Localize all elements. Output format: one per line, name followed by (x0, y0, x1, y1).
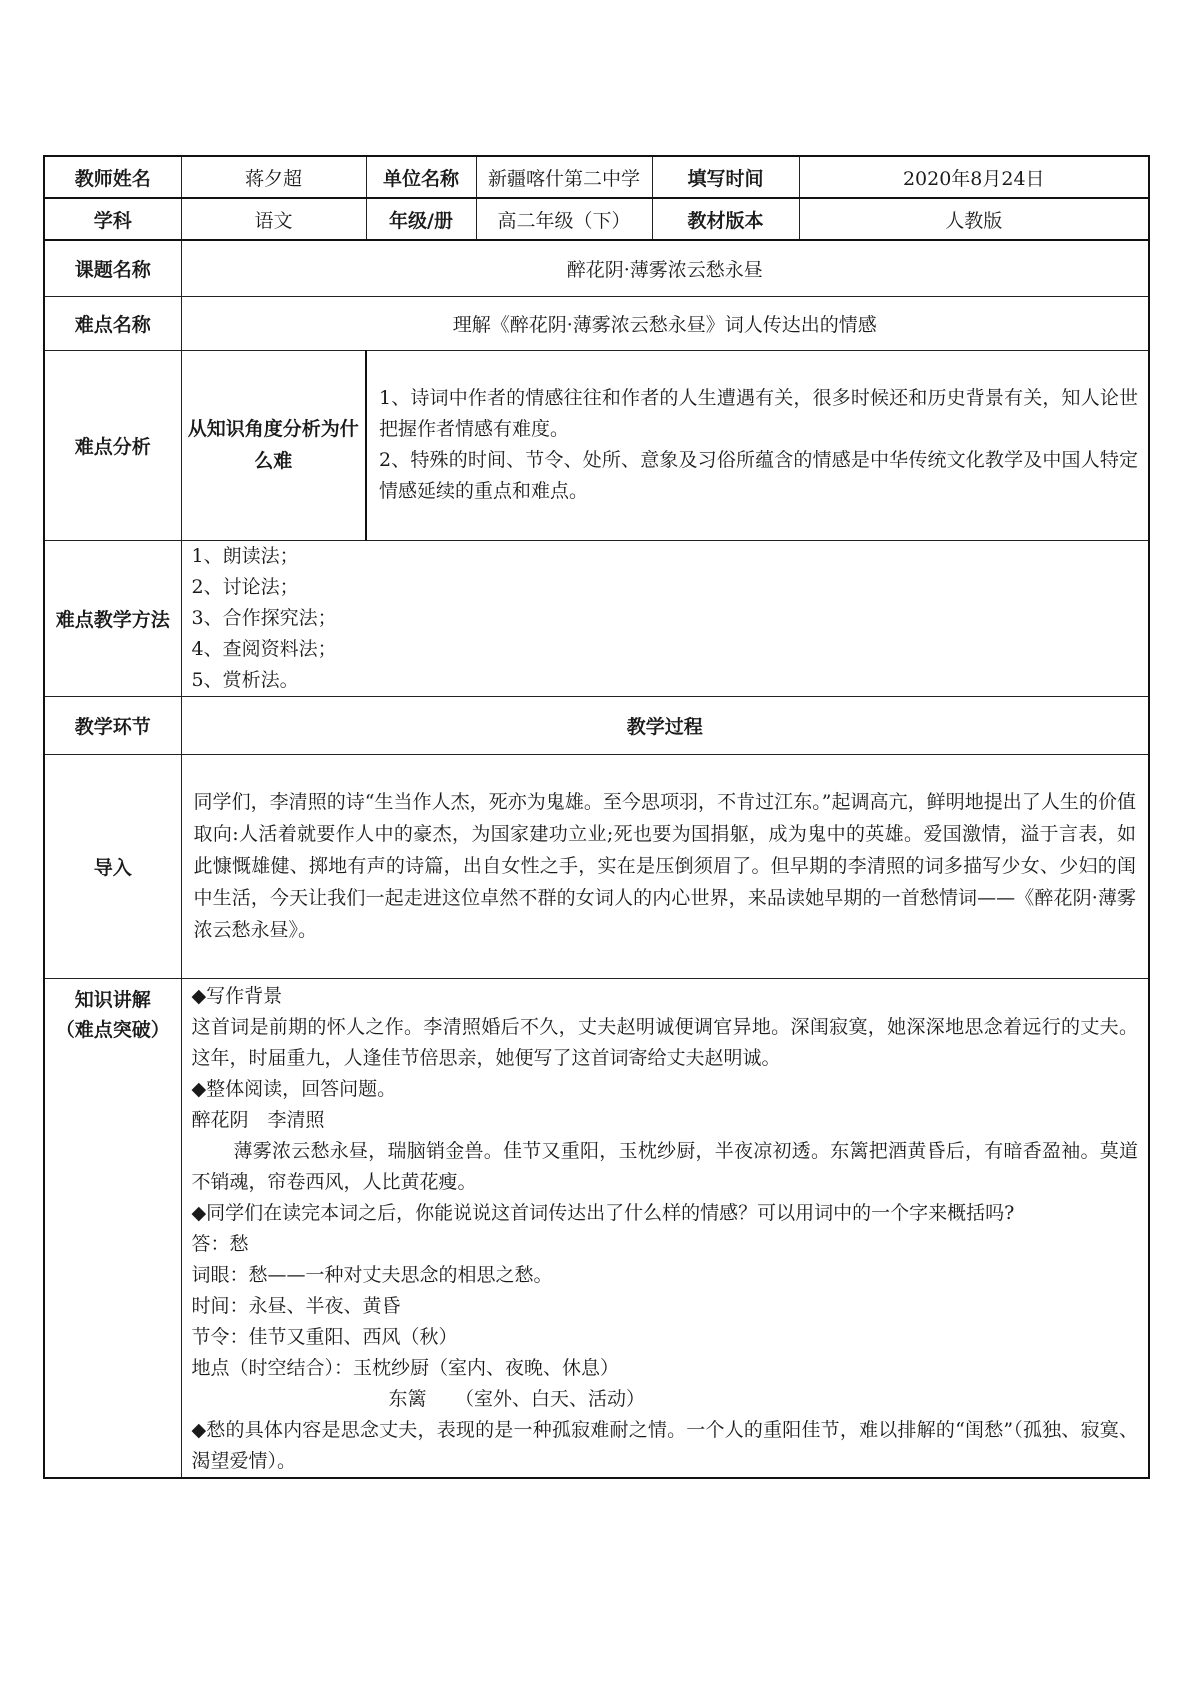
method-item: 5、赏析法。 (191, 668, 299, 691)
unit-name-value: 新疆喀什第二中学 (476, 156, 652, 198)
teacher-name-label: 教师姓名 (44, 156, 181, 198)
poem-text: 薄雾浓云愁永昼，瑞脑销金兽。佳节又重阳，玉枕纱厨，半夜凉初透。东篱把酒黄昏后，有暗香盈袖。莫道不销魂，帘卷西风，人比黄花瘦。 (191, 1139, 1138, 1193)
grade-value: 高二年级（下） (476, 198, 652, 240)
subject-label: 学科 (44, 198, 181, 240)
conclusion-text: ◆愁的具体内容是思念丈夫，表现的是一种孤寂难耐之情。一个人的重阳佳节，难以排解的“闺愁”（孤独、寂寞、渴望爱情）。 (191, 1418, 1138, 1472)
unit-name-label: 单位名称 (366, 156, 476, 198)
edition-value: 人教版 (799, 198, 1149, 240)
methods-label: 难点教学方法 (44, 540, 181, 696)
intro-content (181, 754, 1149, 978)
topic-value: 醉花阴·薄雾浓云愁永昼 (181, 240, 1149, 296)
subject-value: 语文 (181, 198, 366, 240)
season-text: 节令：佳节又重阳、西风（秋） (191, 1325, 458, 1348)
difficulty-value: 理解《醉花阴·薄雾浓云愁永昼》词人传达出的情感 (181, 296, 1149, 350)
knowledge-label (44, 978, 181, 1478)
question-text: ◆同学们在读完本词之后，你能说说这首词传达出了什么样的情感？可以用词中的一个字来概括吗? (191, 1201, 1015, 1224)
method-item: 2、讨论法； (191, 575, 299, 598)
poem-title: 醉花阴 李清照 (191, 1108, 325, 1131)
analysis-sub-label: 从知识角度分析为什么难 (181, 350, 366, 540)
difficulty-label: 难点名称 (44, 296, 181, 350)
reading-title: ◆整体阅读，回答问题。 (191, 1077, 397, 1100)
process-title: 教学过程 (181, 696, 1149, 754)
background-title: ◆写作背景 (191, 984, 283, 1007)
analysis-point-2: 2、特殊的时间、节令、处所、意象及习俗所蕴含的情感是中华传统文化教学及中国人特定情感延续的重点和难点。 (379, 449, 1138, 502)
analysis-point-1: 1、诗词中作者的情感往往和作者的人生遭遇有关，很多时候还和历史背景有关，知人论世把握作者情感有难度。 (379, 387, 1138, 440)
knowledge-content (181, 978, 1149, 1478)
word-eye-text: 词眼：愁——一种对丈夫思念的相思之愁。 (191, 1263, 553, 1286)
method-item: 3、合作探究法； (191, 606, 337, 629)
lesson-plan-sheet (43, 155, 1148, 1479)
analysis-content (366, 350, 1149, 540)
place-text-2: 东篱 （室外、白天、活动） (388, 1387, 646, 1410)
answer-text: 答：愁 (191, 1232, 249, 1255)
method-item: 4、查阅资料法； (191, 637, 337, 660)
knowledge-label-line1: 知识讲解 (74, 988, 151, 1011)
knowledge-label-line2: （难点突破） (55, 1018, 170, 1041)
analysis-label: 难点分析 (44, 350, 181, 540)
method-item: 1、朗读法； (191, 544, 299, 567)
fill-date-value: 2020年8月24日 (799, 156, 1149, 198)
fill-date-label: 填写时间 (652, 156, 799, 198)
background-text: 这首词是前期的怀人之作。李清照婚后不久，丈夫赵明诚便调官异地。深闺寂寞，她深深地思念着远行的丈夫。这年，时届重九，人逢佳节倍思亲，她便写了这首词寄给丈夫赵明诚。 (191, 1015, 1138, 1069)
grade-label: 年级/册 (366, 198, 476, 240)
teacher-name-value: 蒋夕超 (181, 156, 366, 198)
edition-label: 教材版本 (652, 198, 799, 240)
place-text-1: 地点（时空结合）：玉枕纱厨（室内、夜晚、休息） (191, 1356, 620, 1379)
methods-content (181, 540, 1149, 696)
topic-label: 课题名称 (44, 240, 181, 296)
time-text: 时间：永昼、半夜、黄昏 (191, 1294, 401, 1317)
lesson-plan-table (43, 155, 1150, 1479)
intro-label: 导入 (44, 754, 181, 978)
intro-text: 同学们，李清照的诗“生当作人杰，死亦为鬼雄。至今思项羽，不肯过江东。”起调高亢，鲜明地提出了人生的价值取向:人活着就要作人中的豪杰，为国家建功立业;死也要为国捐躯，成为鬼中的英雄。爱国激情，溢于言表，如此慷慨雄健、掷地有声的诗篇，出自女性之手，实在是压倒须眉了。但早期的李清照的词多描写少女、少妇的闺中生活，今天让我们一起走进这位卓然不群的女词人的内心世界，来品读她早期的一首愁情词——《醉花阴·薄雾浓云愁永昼》。 (193, 791, 1136, 941)
process-stage-label: 教学环节 (44, 696, 181, 754)
